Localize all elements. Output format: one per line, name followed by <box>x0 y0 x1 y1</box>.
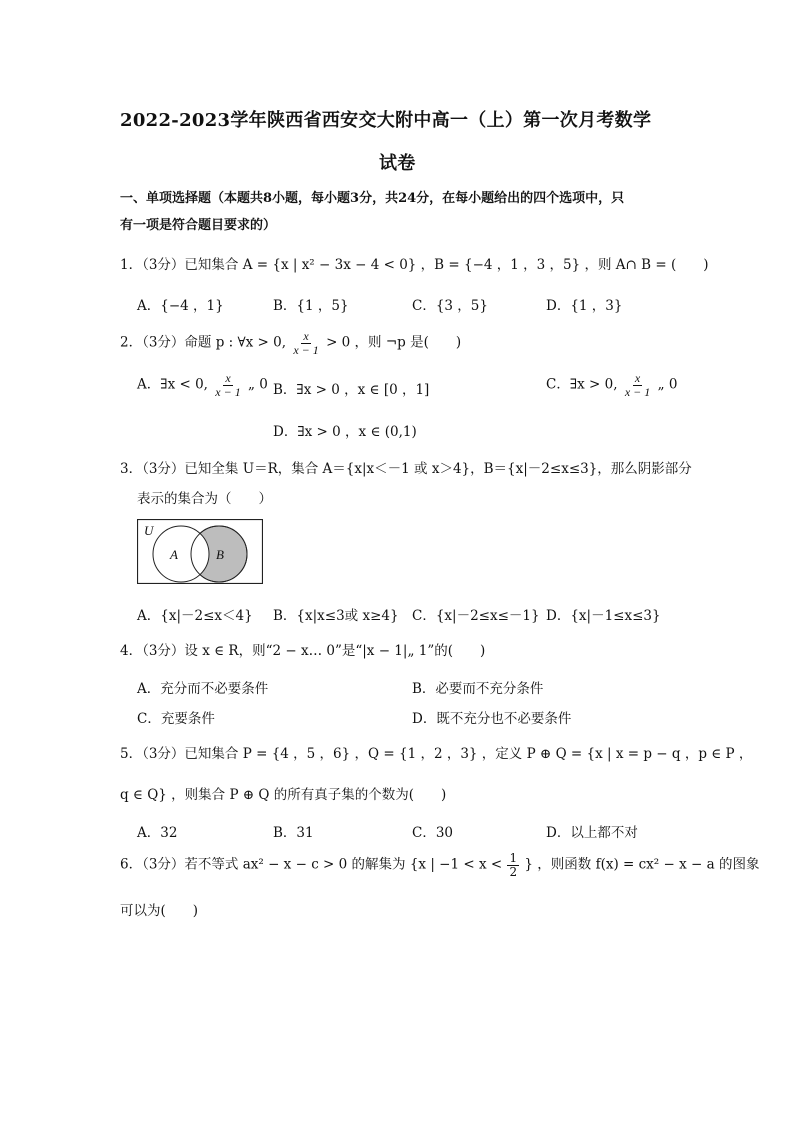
section-heading-line1: 一、单项选择题（本题共8小题，每小题3分，共24分，在每小题给出的四个选项中，只 <box>120 191 625 206</box>
question-2-fraction-num: x <box>303 329 309 343</box>
venn-label-b: B <box>216 547 224 562</box>
question-1-option-c: C．{3 ，5} <box>412 298 488 314</box>
venn-label-u: U <box>144 523 154 538</box>
question-2-option-c-fraction <box>623 372 652 398</box>
page-title-line2: 试卷 <box>379 153 416 174</box>
question-6-fraction <box>507 852 519 878</box>
question-2-option-c-den: x − 1 <box>624 384 651 399</box>
question-5-option-c: C．30 <box>412 825 454 841</box>
question-1-option-b: B．{1 ，5} <box>273 298 349 314</box>
section-heading-line2: 有一项是符合题目要求的） <box>120 218 277 233</box>
question-3-option-a: A．{x|－2≤x＜4} <box>137 608 253 624</box>
question-6-fraction-den: 2 <box>509 864 518 879</box>
question-6-line2: 可以为( ) <box>120 903 199 919</box>
question-2-prefix: 2．（3分）命题 p : ∀x > 0, <box>120 334 287 351</box>
question-2-text <box>120 330 461 356</box>
question-4-text: 4．（3分）设 x ∈ R，则“2 − x… 0”是“|x − 1|„ 1”的( ) <box>120 643 486 659</box>
question-2-option-a-num: x <box>225 371 231 385</box>
question-2-option-c-prefix: C．∃x > 0, <box>546 376 618 393</box>
question-5-option-a: A．32 <box>137 825 178 841</box>
page-title-line1: 2022-2023学年陕西省西安交大附中高一（上）第一次月考数学 <box>120 110 652 131</box>
question-5-line1: 5．（3分）已知集合 P = {4 ，5 ，6} ，Q = {1 ，2 ，3} ，定义 P ⊕ Q = {x | x = p − q ，p ∈ P ， <box>120 746 753 762</box>
question-5-option-d: D．以上都不对 <box>546 825 638 841</box>
question-5-line2: q ∈ Q} ，则集合 P ⊕ Q 的所有真子集的个数为( ) <box>120 787 447 803</box>
question-2-fraction-den: x − 1 <box>293 342 319 357</box>
question-2-option-a-prefix: A．∃x < 0, <box>137 376 208 393</box>
question-2-fraction <box>291 330 320 356</box>
question-6-line1 <box>120 852 759 878</box>
question-2-option-c <box>546 372 677 398</box>
question-6-prefix: 6．（3分）若不等式 ax² − x − c > 0 的解集为 {x | −1 < x < <box>120 856 503 873</box>
question-3-option-c: C．{x|－2≤x≤－1} <box>412 608 540 624</box>
question-6-suffix: } ，则函数 f(x) = cx² − x − a 的图象 <box>524 856 760 873</box>
question-3-line2: 表示的集合为（ ） <box>137 491 272 507</box>
question-2-option-b: B．∃x > 0 ，x ∈ [0 ，1] <box>273 382 430 398</box>
question-2-option-a <box>137 372 268 398</box>
question-4-option-b: B．必要而不充分条件 <box>412 681 544 697</box>
question-1-option-d: D．{1 ，3} <box>546 298 623 314</box>
question-4-option-d: D．既不充分也不必要条件 <box>412 711 572 727</box>
question-4-option-c: C．充要条件 <box>137 711 215 727</box>
question-4-option-a: A．充分而不必要条件 <box>137 681 269 697</box>
question-3-option-b: B．{x|x≤3或 x≥4} <box>273 608 399 624</box>
question-2-option-d: D．∃x > 0 ，x ∈ (0,1) <box>273 424 417 440</box>
question-2-suffix: > 0 ，则 ¬p 是( ) <box>326 334 462 351</box>
question-1-option-a: A．{−4 ，1} <box>137 298 224 314</box>
question-2-option-a-suffix: „ 0 <box>248 376 268 393</box>
question-2-option-a-fraction <box>213 372 242 398</box>
venn-set-a-circle <box>153 526 209 582</box>
venn-label-a: A <box>170 547 178 562</box>
question-1-text: 1．（3分）已知集合 A = {x | x² − 3x − 4 < 0} ，B = {−4 ，1 ，3 ，5} ，则 A∩ B = ( ) <box>120 257 709 273</box>
question-2-option-c-num: x <box>634 371 641 385</box>
question-6-fraction-num: 1 <box>509 851 518 865</box>
venn-diagram <box>137 519 263 584</box>
question-2-option-a-den: x − 1 <box>215 384 241 399</box>
question-5-option-b: B．31 <box>273 825 314 841</box>
question-3-option-d: D．{x|－1≤x≤3} <box>546 608 661 624</box>
question-2-option-c-suffix: „ 0 <box>657 376 678 393</box>
question-3-line1: 3．（3分）已知全集 U＝R，集合 A＝{x|x＜－1 或 x＞4}，B＝{x|－2≤x≤3}，那么阴影部分 <box>120 461 692 477</box>
